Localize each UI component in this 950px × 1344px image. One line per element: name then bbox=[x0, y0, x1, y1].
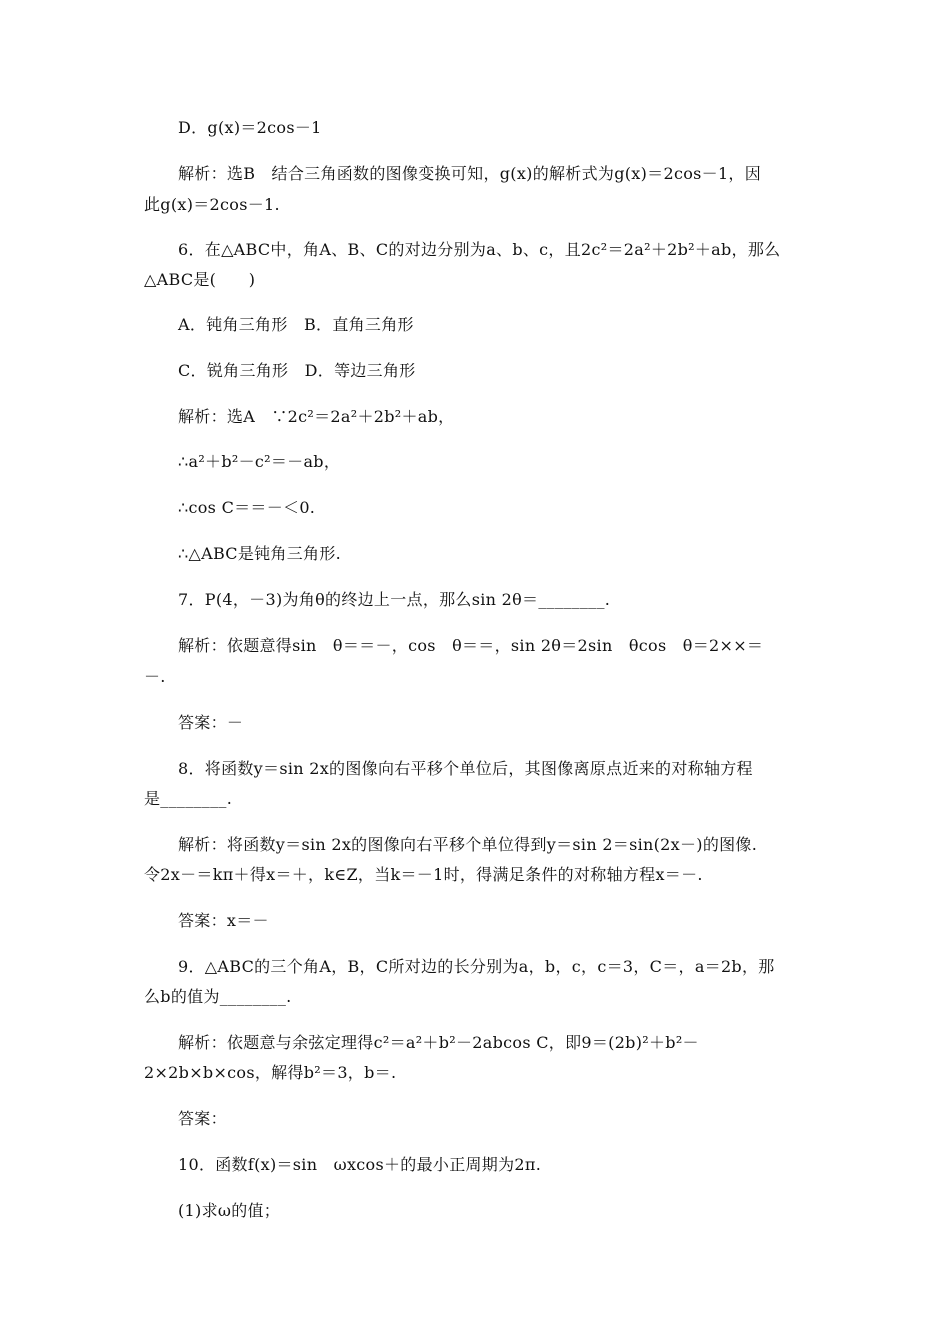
answer-q9: 答案： bbox=[178, 1109, 227, 1128]
solution-q6-line2: ∴a²＋b²－c²＝－ab， bbox=[178, 452, 341, 471]
solution-q9-line2: 2×2b×b×cos，解得b²＝3，b＝. bbox=[144, 1063, 397, 1082]
question-8-line1: 8．将函数y＝sin 2x的图像向右平移个单位后，其图像离原点近来的对称轴方程 bbox=[178, 759, 753, 778]
options-ab-q6: A．钝角三角形 B．直角三角形 bbox=[178, 315, 414, 334]
question-9-line2: 么b的值为________. bbox=[144, 987, 292, 1006]
solution-q8-line2: 令2x－＝kπ＋得x＝＋，k∈Z，当k＝－1时，得满足条件的对称轴方程x＝－. bbox=[144, 865, 703, 884]
answer-q7: 答案：－ bbox=[178, 713, 244, 732]
solution-q9-line1: 解析：依题意与余弦定理得c²＝a²＋b²－2abcos C，即9＝(2b)²＋b²－ bbox=[178, 1033, 699, 1052]
solution-q7-line1: 解析：依题意得sin θ＝＝－，cos θ＝＝，sin 2θ＝2sin θcos θ＝2××＝ bbox=[178, 636, 764, 655]
solution-q6-line1: 解析：选A ∵2c²＝2a²＋2b²＋ab， bbox=[178, 407, 455, 426]
question-8-line2: 是________. bbox=[144, 789, 233, 808]
solution-q6-line3: ∴cos C＝＝－＜0. bbox=[178, 498, 316, 517]
answer-q8: 答案：x＝－ bbox=[178, 911, 269, 930]
solution-q5-line2: 此g(x)＝2cos－1. bbox=[144, 195, 280, 214]
solution-q5-line1: 解析：选B 结合三角函数的图像变换可知，g(x)的解析式为g(x)＝2cos－1，因 bbox=[178, 164, 762, 183]
question-10: 10．函数f(x)＝sin ωxcos＋的最小正周期为2π. bbox=[178, 1155, 542, 1174]
options-cd-q6: C．锐角三角形 D．等边三角形 bbox=[178, 361, 416, 380]
solution-q6-line4: ∴△ABC是钝角三角形. bbox=[178, 544, 342, 563]
question-9-line1: 9．△ABC的三个角A，B，C所对边的长分别为a，b，c，c＝3，C＝，a＝2b，那 bbox=[178, 957, 775, 976]
question-10-part1: (1)求ω的值； bbox=[178, 1201, 281, 1220]
question-6-line1: 6．在△ABC中，角A、B、C的对边分别为a、b、c，且2c²＝2a²＋2b²＋ab，那么 bbox=[178, 240, 781, 259]
question-7: 7．P(4，－3)为角θ的终边上一点，那么sin 2θ＝________. bbox=[178, 590, 611, 609]
option-d-q5: D．g(x)＝2cos－1 bbox=[178, 118, 322, 137]
solution-q7-line2: －. bbox=[144, 667, 166, 686]
solution-q8-line1: 解析：将函数y＝sin 2x的图像向右平移个单位得到y＝sin 2＝sin(2x－)的图像. bbox=[178, 835, 758, 854]
question-6-line2: △ABC是( ) bbox=[144, 270, 256, 289]
